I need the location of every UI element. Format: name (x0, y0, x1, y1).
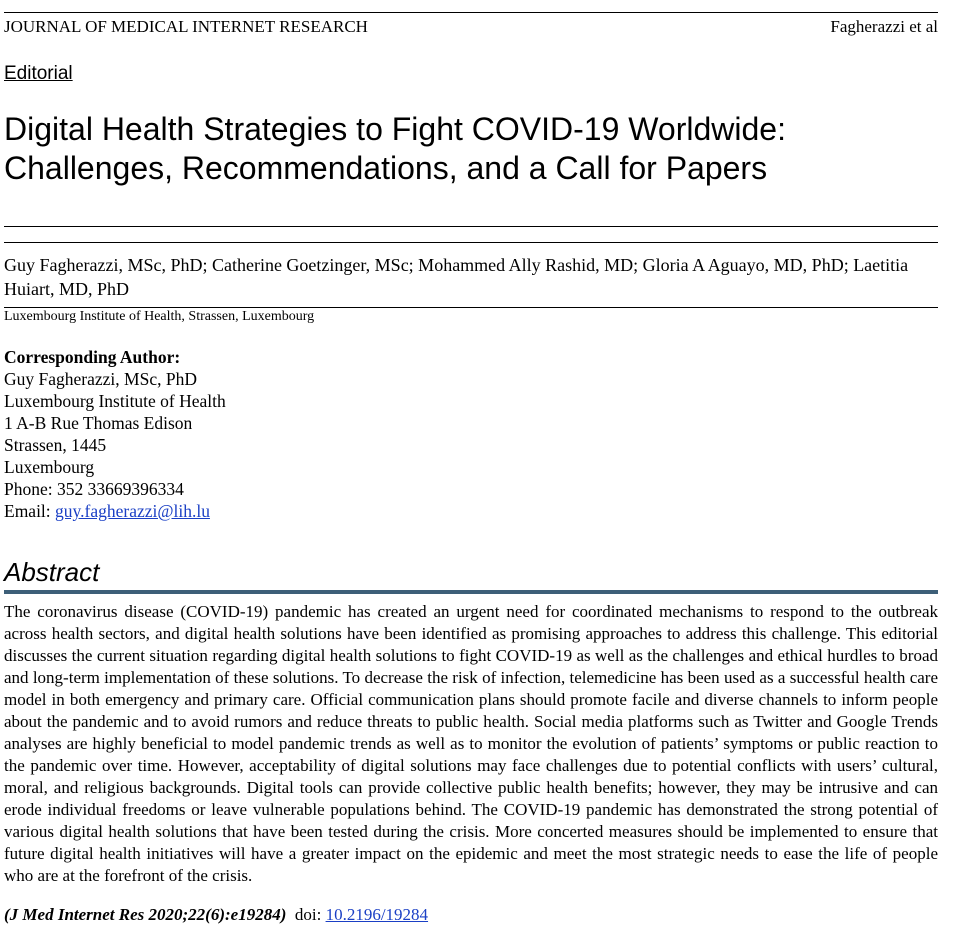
citation-reference: (J Med Internet Res 2020;22(6):e19284) (4, 905, 287, 924)
header-authors: Fagherazzi et al (830, 17, 938, 36)
abstract-rule (4, 590, 938, 594)
corresponding-author-institution: Luxembourg Institute of Health (4, 391, 226, 411)
article-type-link[interactable]: Editorial (4, 63, 73, 84)
article-title: Digital Health Strategies to Fight COVID-19 Worldwide: Challenges, Recommendations, and a Call for Papers (4, 111, 786, 186)
title-rule-bottom (4, 242, 938, 243)
email-link[interactable]: guy.fagherazzi@lih.lu (55, 501, 210, 521)
affiliation: Luxembourg Institute of Health, Strassen, Luxembourg (4, 309, 315, 324)
corresponding-author-phone: Phone: 352 33669396334 (4, 479, 184, 499)
doi-label: doi: (294, 905, 322, 924)
email-label: Email: (4, 501, 51, 521)
citation-line (4, 904, 428, 926)
abstract-heading: Abstract (4, 557, 100, 587)
corresponding-author-heading: Corresponding Author: (4, 347, 181, 367)
corresponding-author-name: Guy Fagherazzi, MSc, PhD (4, 369, 197, 389)
author-list: Guy Fagherazzi, MSc, PhD; Catherine Goetzinger, MSc; Mohammed Ally Rashid, MD; Gloria A Aguayo, MD, PhD; Laetitia Huiart, MD, PhD (4, 255, 909, 299)
corresponding-author-email-line (4, 500, 226, 522)
corresponding-author-street: 1 A-B Rue Thomas Edison (4, 413, 193, 433)
corresponding-author-city: Strassen, 1445 (4, 435, 107, 455)
corresponding-author-country: Luxembourg (4, 457, 95, 477)
header-rule (4, 12, 938, 13)
abstract-text: The coronavirus disease (COVID-19) pandemic has created an urgent need for coordinated mechanisms to respond to the outbreak across health sectors, and digital health solutions have been identified as promising approaches to address this challenge. This editorial discusses the current situation regarding digital health solutions to fight COVID-19 as well as the challenges and ethical hurdles to broad and long-term implementation of these solutions. To decrease the risk of infection, telemedicine has been used as a successful health care model in both emergency and primary care. Official communication plans should promote facile and diverse channels to inform people about the pandemic and to avoid rumors and reduce threats to public health. Social media platforms such as Twitter and Google Trends analyses are highly beneficial to model pandemic trends as well as to monitor the evolution of patients’ symptoms or public reaction to the pandemic over time. However, acceptability of digital solutions may face challenges due to potential conflicts with users’ cultural, moral, and religious backgrounds. Digital tools can provide collective public health benefits; however, they may be intrusive and can erode individual freedoms or leave vulnerable populations behind. The COVID-19 pandemic has demonstrated the strong potential of various digital health solutions that have been tested during the crisis. More concerted measures should be implemented to ensure that future digital health initiatives will have a greater impact on the epidemic and meet the most strategic needs to ease the life of people who are at the forefront of the crisis. (4, 602, 938, 885)
corresponding-author-block (4, 346, 226, 522)
journal-name: JOURNAL OF MEDICAL INTERNET RESEARCH (4, 17, 368, 36)
title-rule-top (4, 226, 938, 227)
doi-link[interactable]: 10.2196/19284 (325, 905, 429, 924)
